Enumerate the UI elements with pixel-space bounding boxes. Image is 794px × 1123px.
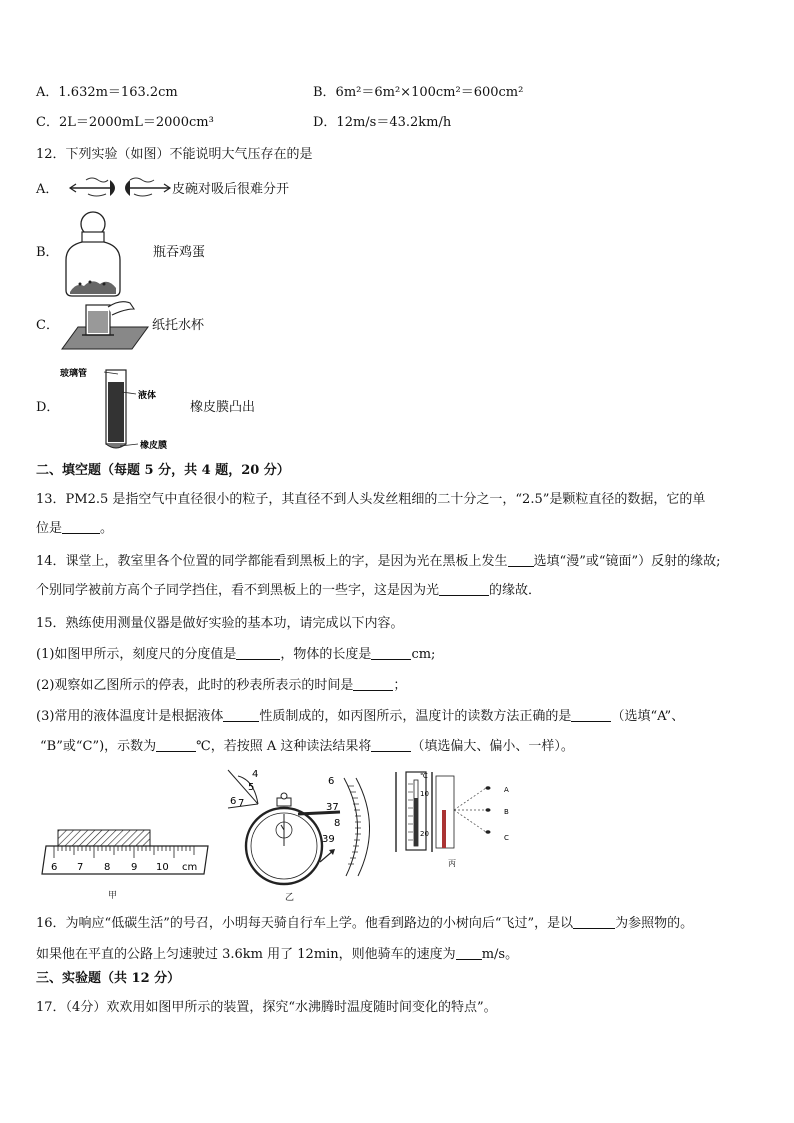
tube-label-membrane: 橡皮膜 xyxy=(140,441,168,451)
small-dial-5: 5 xyxy=(248,782,255,793)
ruler-label-8: 8 xyxy=(104,862,111,873)
q12-option-d-caption: 橡皮膜凸出 xyxy=(190,400,256,415)
q16-blank-reference[interactable] xyxy=(573,915,615,929)
q13-line1: 13．PM2.5 是指空气中直径很小的粒子，其直径不到人头发丝粗细的二十分之一，“2.5”是颗粒直径的数据，它的单 xyxy=(36,492,706,507)
suction-cups-figure xyxy=(68,174,172,202)
q12-option-d-letter: D． xyxy=(36,400,60,415)
q12-option-a-caption: 皮碗对吸后很难分开 xyxy=(172,182,290,197)
ruler-label-unit: cm xyxy=(182,862,198,873)
big-dial-6: 6 xyxy=(328,776,335,787)
q14-blank-1[interactable] xyxy=(508,553,534,567)
q11-option-b: B．6m²＝6m²×100cm²＝600cm² xyxy=(313,85,524,100)
q15-part2: (2)观察如乙图所示的停表，此时的秒表所表示的时间是 ； xyxy=(36,678,407,693)
small-dial-4: 4 xyxy=(252,769,259,780)
ruler-label-10: 10 xyxy=(156,862,169,873)
q15-blank-reading[interactable] xyxy=(156,738,196,752)
thermometer-caption: 丙 xyxy=(448,859,456,868)
q15-blank-time[interactable] xyxy=(353,677,393,691)
tube-label-glass: 玻璃管 xyxy=(60,369,88,379)
ruler-label-9: 9 xyxy=(131,862,138,873)
ruler-caption: 甲 xyxy=(108,891,118,901)
q14-blank-2[interactable] xyxy=(439,582,489,596)
tube-label-liquid: 液体 xyxy=(138,391,157,401)
ruler-figure xyxy=(40,828,212,880)
small-dial-6: 6 xyxy=(230,796,237,807)
q13-blank[interactable] xyxy=(62,520,100,534)
q15-blank-property[interactable] xyxy=(223,708,259,722)
thermo-view-b: B xyxy=(504,808,509,816)
q15-part1: (1)如图甲所示，刻度尺的分度值是 ，物体的长度是 cm; xyxy=(36,647,436,662)
q17-stem: 17．（4分）欢欢用如图甲所示的装置，探究“水沸腾时温度随时间变化的特点”。 xyxy=(36,1000,497,1015)
q16-blank-speed[interactable] xyxy=(456,946,482,960)
q13-line2: 位是 。 xyxy=(36,521,114,536)
ruler-label-7: 7 xyxy=(77,862,84,873)
bottle-egg-figure xyxy=(60,210,126,298)
q11-option-c: C．2L＝2000mL＝2000cm³ xyxy=(36,115,214,130)
big-dial-8: 8 xyxy=(334,818,341,829)
thermometer-figure xyxy=(394,770,528,854)
thermo-mark-10: 10 xyxy=(420,790,429,798)
q14-line1: 14．课堂上，教室里各个位置的同学都能看到黑板上的字，是因为光在黑板上发生 选填“漫”或“镜面”）反射的缘故; xyxy=(36,554,721,569)
small-dial-7: 7 xyxy=(238,798,245,809)
q12-option-c-caption: 纸托水杯 xyxy=(152,318,205,333)
section-2-heading: 二、填空题（每题 5 分，共 4 题，20 分） xyxy=(36,463,290,478)
stopwatch-caption: 乙 xyxy=(285,893,295,903)
q15-blank-division[interactable] xyxy=(236,646,280,660)
section-3-heading: 三、实验题（共 12 分） xyxy=(36,971,181,986)
ruler-label-6: 6 xyxy=(51,862,58,873)
stopwatch-figure xyxy=(224,766,370,890)
q12-option-b-letter: B． xyxy=(36,245,59,260)
thermo-view-c: C xyxy=(504,834,509,842)
q15-part4: “B”或“C”)，示数为 ℃，若按照 A 这种读法结果将 （填选偏大、偏小、一样）。 xyxy=(40,739,574,754)
q16-line2: 如果他在平直的公路上匀速驶过 3.6km 用了 12min，则他骑车的速度为 m/s。 xyxy=(36,947,519,962)
big-dial-37: 37 xyxy=(326,802,339,813)
q12-stem: 12．下列实验（如图）不能说明大气压存在的是 xyxy=(36,147,313,162)
paper-cup-figure xyxy=(60,297,150,352)
q15-part3: (3)常用的液体温度计是根据液体 性质制成的，如丙图所示，温度计的读数方法正确的是 （选填“A”、 xyxy=(36,709,685,724)
q15-blank-result[interactable] xyxy=(371,738,411,752)
thermo-view-a: A xyxy=(504,786,509,794)
q11-option-a: A．1.632m＝163.2cm xyxy=(36,85,178,100)
thermo-mark-20: 20 xyxy=(420,830,429,838)
big-dial-39: 39 xyxy=(322,834,335,845)
thermo-unit: ℃ xyxy=(420,772,428,780)
q15-blank-method[interactable] xyxy=(571,708,611,722)
tube-membrane-figure xyxy=(60,364,180,452)
q15-stem: 15．熟练使用测量仪器是做好实验的基本功，请完成以下内容。 xyxy=(36,616,404,631)
q16-line1: 16．为响应“低碳生活”的号召，小明每天骑自行车上学。他看到路边的小树向后“飞过”，是以 为参照物的。 xyxy=(36,916,694,931)
q15-blank-length[interactable] xyxy=(371,646,411,660)
q12-option-b-caption: 瓶吞鸡蛋 xyxy=(153,245,206,260)
q12-option-a-letter: A． xyxy=(36,182,59,197)
q14-line2: 个别同学被前方高个子同学挡住，看不到黑板上的一些字，这是因为光 的缘故． xyxy=(36,583,542,598)
q12-option-c-letter: C． xyxy=(36,318,59,333)
q11-option-d: D．12m/s＝43.2km/h xyxy=(313,115,452,130)
